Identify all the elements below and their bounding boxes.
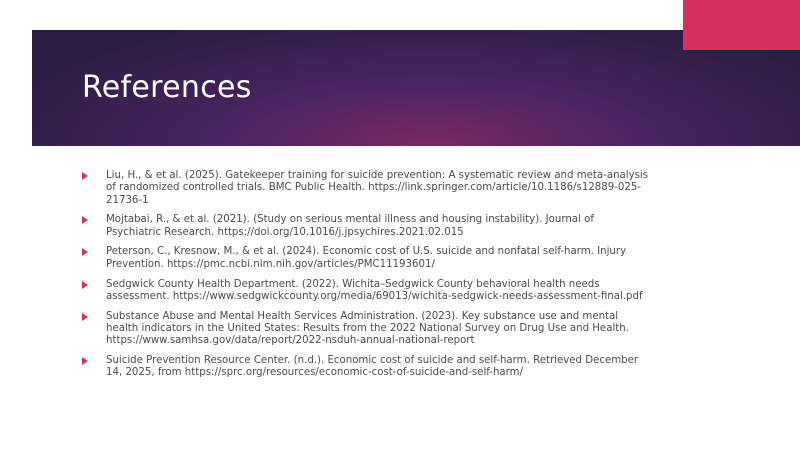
reference-text: Liu, H., & et al. (2025). Gatekeeper training for suicide prevention: A systematic review and meta-analysis of randomized controlled trials. BMC Public Health. https://link.springer.com/article/10.1186/s12889-025-21736-1 [106,170,649,206]
reference-text: Sedgwick County Health Department. (2022). Wichita–Sedgwick County behavioral health needs assessment. https://www.sedgwickcounty.org/media/69013/wichita-sedgwick-needs-assessment-final.pdf [106,278,643,302]
reference-list [82,170,652,387]
triangle-bullet-icon [82,172,88,180]
triangle-bullet-icon [82,281,88,289]
reference-item [82,214,652,239]
triangle-bullet-icon [82,216,88,224]
reference-text: Suicide Prevention Resource Center. (n.d.). Economic cost of suicide and self-harm. Retrieved December 14, 2025, from https://sprc.org/resources/economic-cost-of-suicide-and-self-harm/ [106,355,639,379]
reference-text: Substance Abuse and Mental Health Services Administration. (2023). Key substance use and mental health indicators in the United States: Results from the 2022 National Survey on Drug Use and Health. https://www.samhsa.gov/data/report/2022-nsduh-annual-national-report [106,310,629,347]
reference-item [82,279,652,304]
reference-text: Mojtabai, R., & et al. (2021). (Study on serious mental illness and housing instability). Journal of Psychiatric Research. https://doi.org/10.1016/j.jpsychires.2021.02.015 [106,214,594,238]
reference-item [82,355,652,380]
accent-block [683,0,800,50]
reference-item [82,170,652,207]
triangle-bullet-icon [82,248,88,256]
slide-title: References [82,70,252,105]
triangle-bullet-icon [82,357,88,365]
reference-item [82,311,652,348]
reference-item [82,246,652,271]
triangle-bullet-icon [82,313,88,321]
reference-text: Peterson, C., Kresnow, M., & et al. (2024). Economic cost of U.S. suicide and nonfatal self-harm. Injury Prevention. https://pmc.ncbi.nlm.nih.gov/articles/PMC11193601/ [106,246,627,270]
